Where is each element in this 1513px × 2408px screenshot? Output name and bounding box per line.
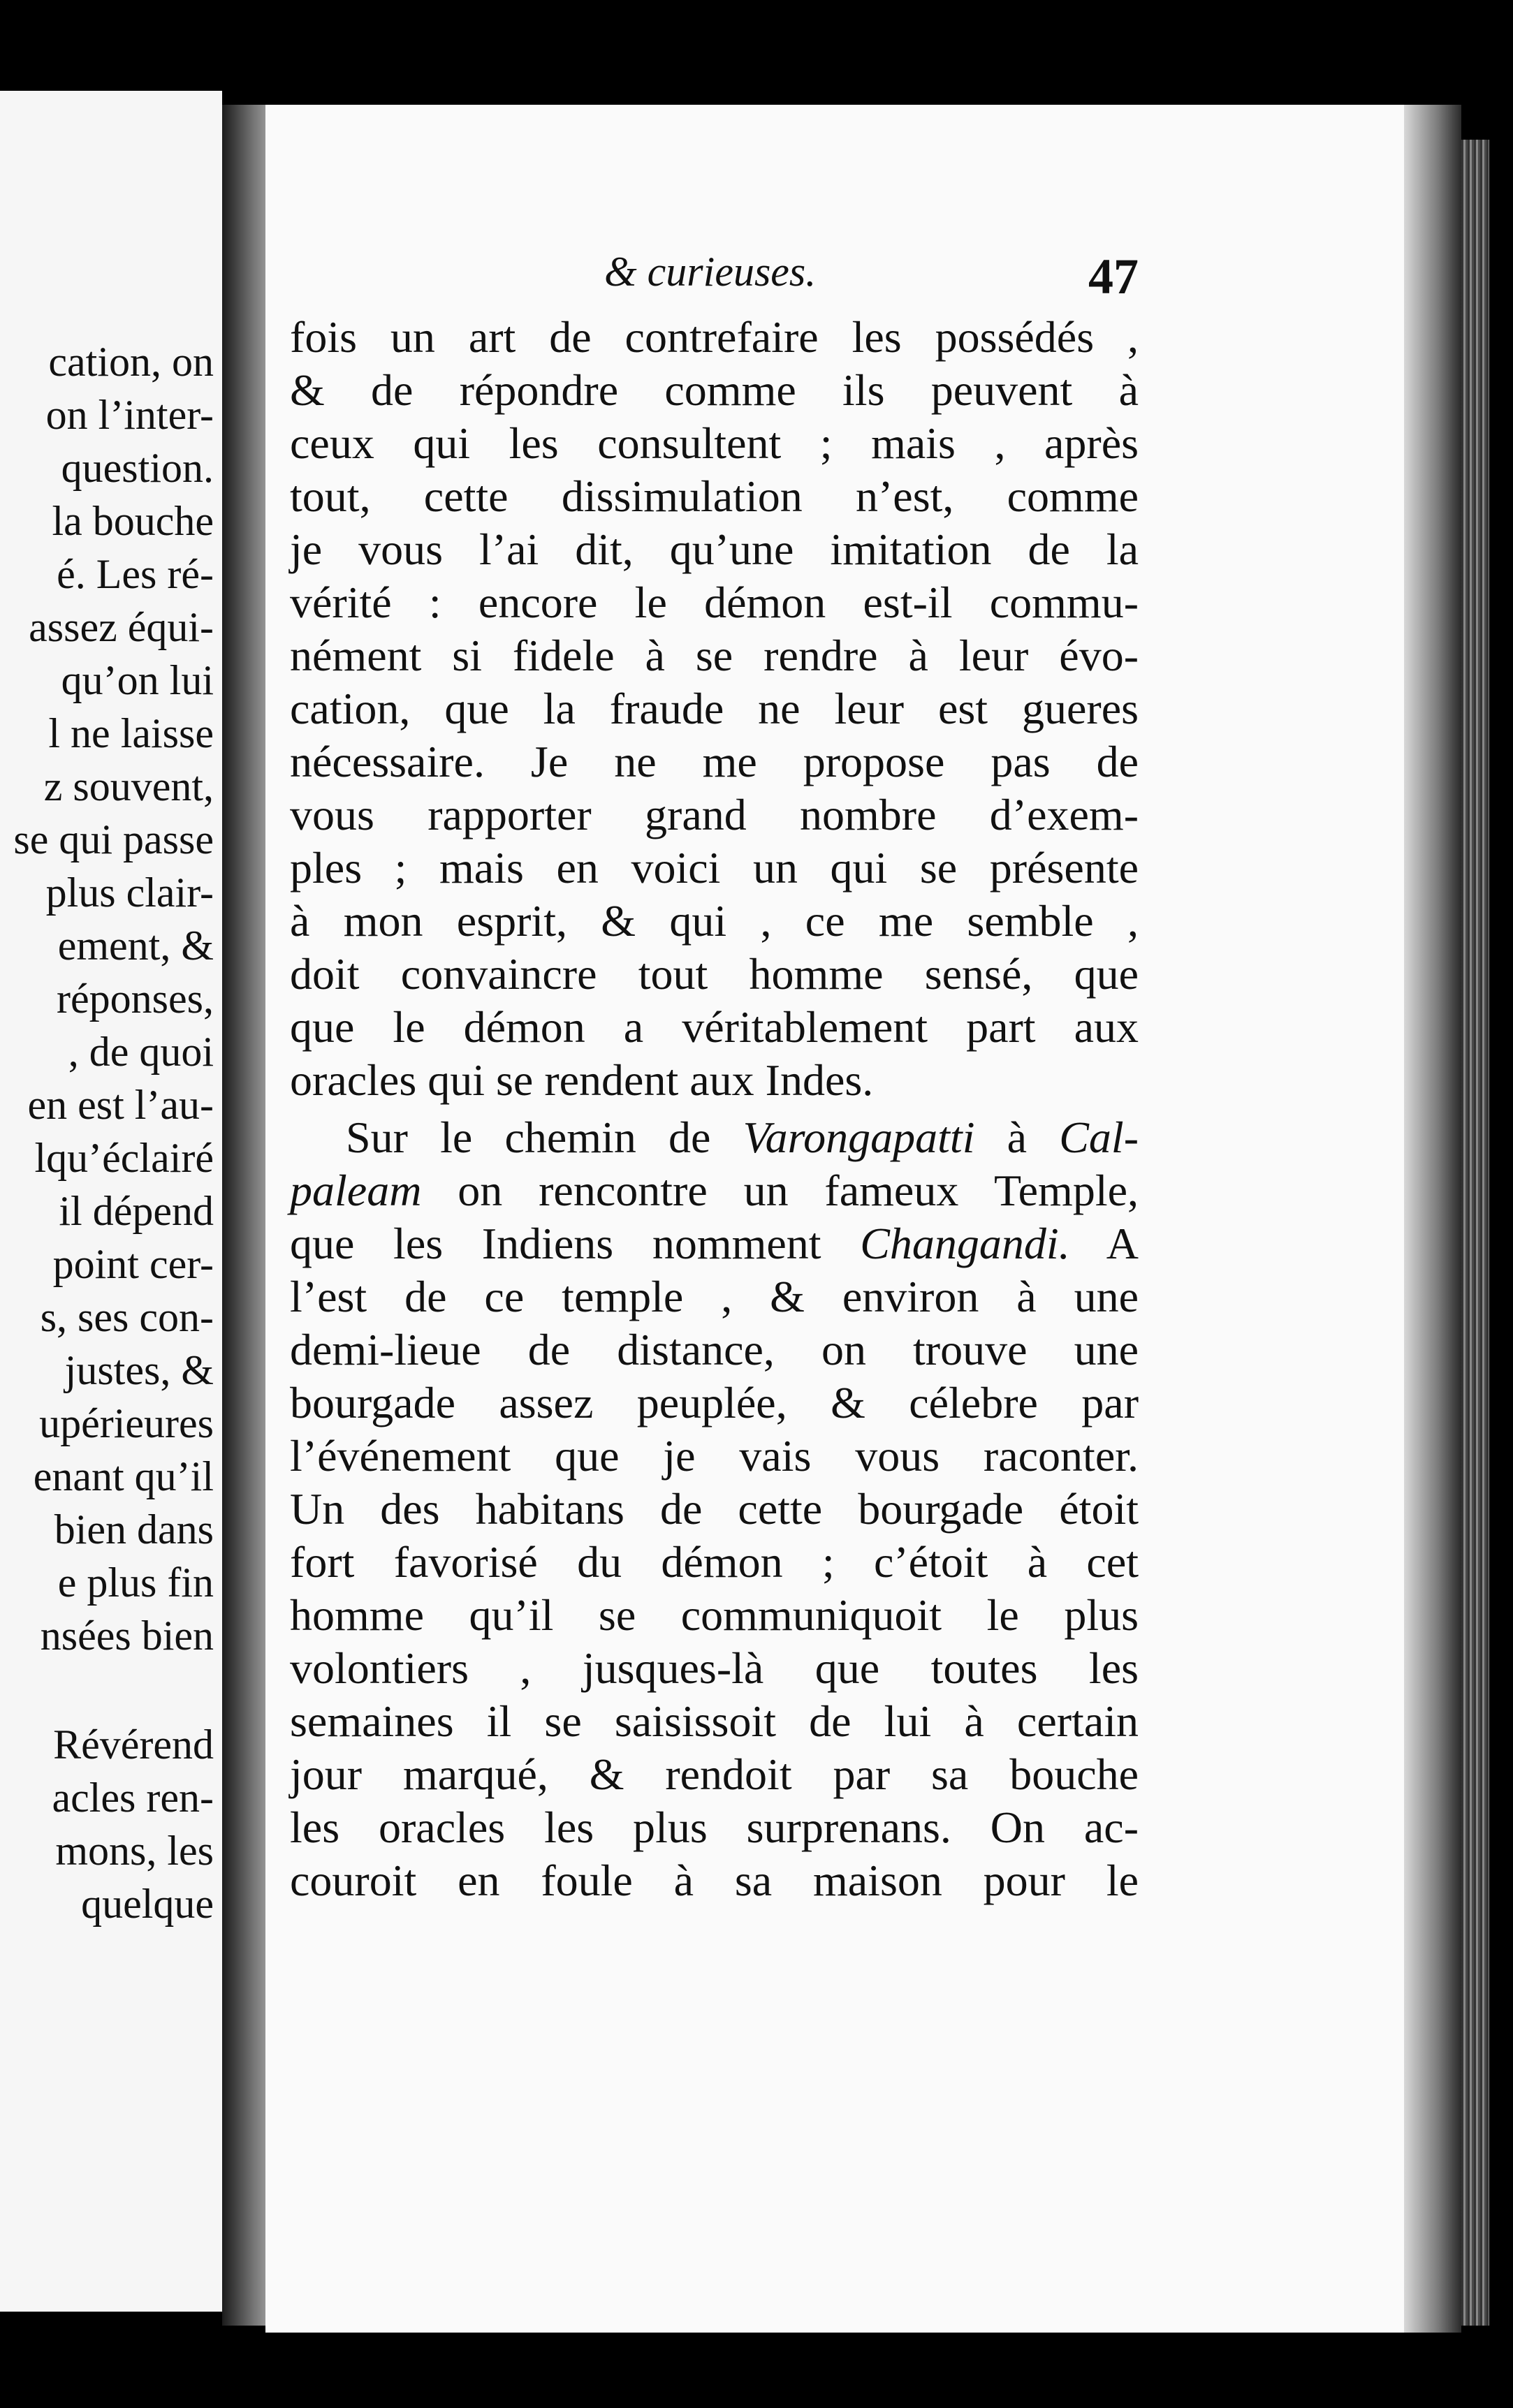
text-line: l’événement que je vais vous raconter. (290, 1431, 1139, 1481)
page-body-text (290, 311, 1139, 1907)
left-page-text (13, 335, 214, 1930)
place-name: paleam (290, 1166, 422, 1215)
book-fore-edge (1461, 140, 1489, 2326)
text-line: les oracles les plus surprenans. On ac- (290, 1803, 1139, 1852)
left-line: ement, & (57, 923, 214, 969)
place-name: Cal- (1059, 1113, 1139, 1162)
text-fragment: A (1069, 1219, 1139, 1268)
left-line: Révérend (53, 1721, 214, 1768)
text-line (290, 1111, 1139, 1164)
left-line: réponses, (57, 976, 214, 1022)
text-fragment: à (974, 1113, 1060, 1162)
text-line: fort favorisé du démon ; c’étoit à cet (290, 1537, 1139, 1587)
text-line: que le démon a véritablement part aux (290, 1002, 1139, 1052)
paragraph-gap (13, 1662, 214, 1718)
left-line: , de quoi (68, 1029, 214, 1075)
text-line: ples ; mais en voici un qui se présente (290, 843, 1139, 893)
left-line: e plus fin (57, 1559, 214, 1606)
left-line: z souvent, (43, 763, 214, 809)
left-facing-page (0, 91, 222, 2312)
text-line: vous rapporter grand nombre d’exem- (290, 790, 1139, 839)
page-number: 47 (1088, 249, 1139, 304)
left-line: question. (61, 445, 214, 491)
left-line: point cer- (52, 1241, 214, 1287)
left-line: il dépend (59, 1188, 214, 1234)
left-line: l ne laisse (48, 710, 214, 756)
text-line: ceux qui les consultent ; mais , après (290, 418, 1139, 468)
place-name: Varongapatti (743, 1113, 975, 1162)
text-line: oracles qui se rendent aux Indes. (290, 1055, 874, 1105)
left-line: la bouche (52, 498, 214, 544)
text-line: cation, que la fraude ne leur est gueres (290, 684, 1139, 733)
text-line (290, 1164, 1139, 1217)
text-line: vérité : encore le démon est-il commu- (290, 578, 1139, 627)
left-line: quelque (81, 1881, 214, 1927)
left-line: é. Les ré- (57, 551, 214, 597)
left-line: assez équi- (29, 604, 214, 650)
left-line: acles ren- (52, 1775, 214, 1821)
running-head (290, 248, 1139, 311)
text-line: je vous l’ai dit, qu’une imitation de la (290, 524, 1139, 574)
left-line: on l’inter- (45, 392, 214, 438)
text-line: l’est de ce temple , & environ à une (290, 1272, 1139, 1321)
text-line: demi-lieue de distance, on trouve une (290, 1325, 1139, 1374)
text-line: tout, cette dissimulation n’est, comme (290, 471, 1139, 521)
text-line: jour marqué, & rendoit par sa bouche (290, 1749, 1139, 1799)
left-line: cation, on (48, 339, 214, 385)
text-line: & de répondre comme ils peuvent à (290, 365, 1139, 415)
text-line (290, 1217, 1139, 1270)
text-line: volontiers , jusques-là que toutes les (290, 1643, 1139, 1693)
temple-name: Changandi. (860, 1219, 1070, 1268)
left-line: bien dans (54, 1506, 214, 1552)
text-fragment: Sur le chemin de (346, 1113, 743, 1162)
left-line: se qui passe (13, 816, 214, 862)
running-title: & curieuses. (604, 249, 817, 295)
text-fragment: que les Indiens nomment (290, 1219, 861, 1268)
text-line: Un des habitans de cette bourgade étoit (290, 1484, 1139, 1534)
left-line: lqu’éclairé (34, 1135, 214, 1181)
text-line: couroit en foule à sa maison pour le (290, 1856, 1139, 1905)
left-line: enant qu’il (33, 1453, 214, 1499)
text-line: semaines il se saisissoit de lui à certain (290, 1696, 1139, 1746)
left-line: justes, & (64, 1347, 214, 1393)
text-line: nécessaire. Je ne me propose pas de (290, 737, 1139, 786)
left-line: nsées bien (40, 1613, 214, 1659)
left-line: upérieures (39, 1400, 214, 1446)
left-line: s, ses con- (40, 1294, 214, 1340)
left-line: plus clair- (45, 869, 214, 916)
left-line: qu’on lui (61, 657, 214, 703)
text-line: à mon esprit, & qui , ce me semble , (290, 896, 1139, 946)
text-line: homme qu’il se communiquoit le plus (290, 1590, 1139, 1640)
left-line: mons, les (55, 1828, 214, 1874)
left-line: en est l’au- (27, 1082, 214, 1128)
page-edge-shadow (1404, 105, 1461, 2333)
text-line: bourgade assez peuplée, & célebre par (290, 1378, 1139, 1427)
text-fragment: on rencontre un fameux Temple, (421, 1166, 1139, 1215)
text-line: doit convaincre tout homme sensé, que (290, 949, 1139, 999)
text-line: fois un art de contrefaire les possédés , (290, 312, 1139, 362)
text-line: nément si fidele à se rendre à leur évo- (290, 631, 1139, 680)
